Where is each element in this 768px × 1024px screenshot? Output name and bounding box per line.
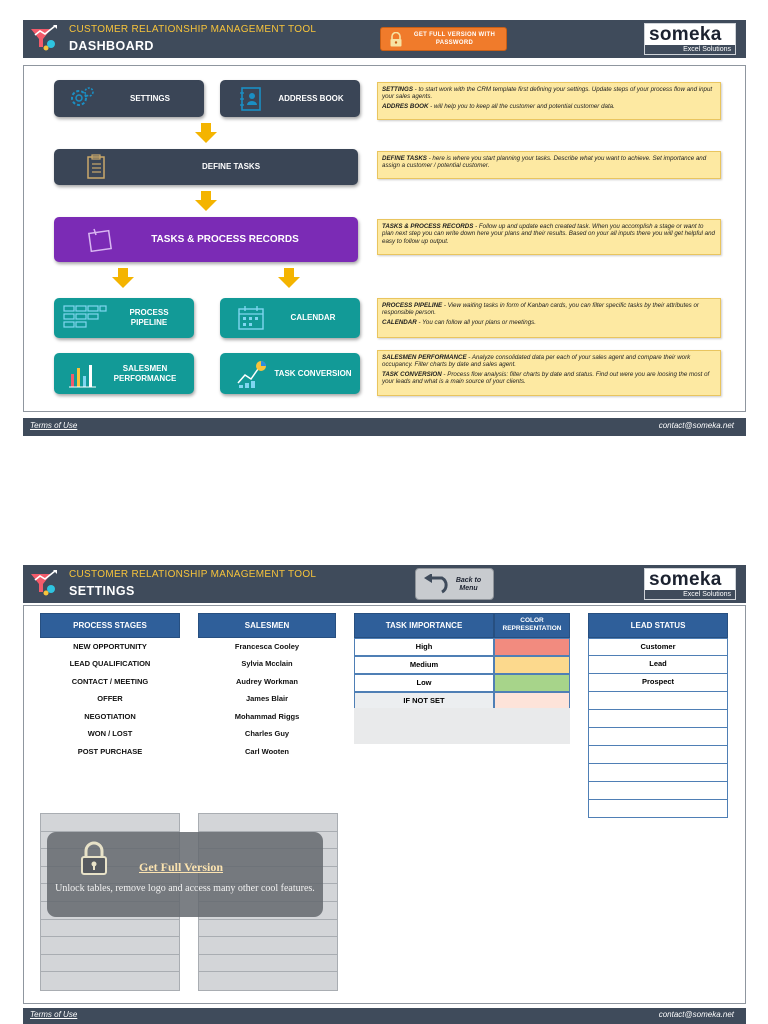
note-text: - View waiting tasks in form of Kanban cards, you can filter specific tasks by their attributes or responsible person. [382,302,699,317]
kanban-board-icon [62,303,108,333]
salesman-item[interactable]: Mohammad Riggs [234,712,300,721]
note-text: - Follow up and update each created task. When you accomplish a stage or want to plan next step you can write down here your plans and their results. Based on your all inputs there you will get helpful and easy to follow up output. [382,223,715,245]
app-title: CUSTOMER RELATIONSHIP MANAGEMENT TOOL [69,569,317,580]
color-representation-header: COLOR REPRESENTATION [494,613,570,638]
task-importance-table [354,638,570,710]
brand-name: someka [649,569,722,590]
task-conversion-tile-label: TASK CONVERSION [274,368,352,378]
importance-color-cell[interactable] [494,638,570,656]
sticky-note-icon [84,226,114,254]
task-importance-header: TASK IMPORTANCE [354,613,494,638]
settings-tile[interactable] [54,80,204,117]
note-title: TASK CONVERSION [382,370,442,378]
salesman-item[interactable]: Charles Guy [244,729,290,738]
importance-row [354,656,570,674]
page-title: SETTINGS [69,584,135,598]
process-pipeline-tile[interactable] [54,298,194,338]
note-title: ADDRES BOOK [382,102,429,110]
tasks-records-note [377,219,721,255]
someka-brand-logo [644,568,736,600]
importance-name[interactable]: High [354,638,494,656]
salesmen-performance-tile-label: SALESMEN PERFORMANCE [113,363,177,383]
note-title: CALENDAR [382,318,417,326]
crm-funnel-logo-icon [29,570,59,596]
task-conversion-tile[interactable] [220,353,360,394]
note-text: - You can follow all your plans or meetings. [416,318,536,326]
calendar-icon [236,304,266,332]
lead-status-item[interactable] [588,728,728,746]
back-to-menu-button[interactable] [415,568,494,600]
unlock-description: Unlock tables, remove logo and access many other cool features. [55,883,315,894]
lead-status-item[interactable] [588,764,728,782]
padlock-icon [79,841,109,876]
calendar-tile[interactable] [220,298,360,338]
terms-of-use-link[interactable]: Terms of Use [30,1010,78,1019]
process-pipeline-tile-label: PROCESS PIPELINE [129,308,169,327]
flow-arrow-down-icon [278,268,300,288]
salesmen-header: SALESMEN [198,613,336,638]
back-to-menu-label: Back to Menu [455,577,482,592]
lead-status-item[interactable] [588,746,728,764]
lead-status-item[interactable]: Prospect [588,674,728,692]
salesman-item[interactable]: Francesca Cooley [234,642,300,651]
settings-tile-label: SETTINGS [129,93,170,103]
importance-color-cell[interactable] [494,656,570,674]
salesmen-performance-tile[interactable] [54,353,194,394]
salesman-item[interactable]: Sylvia Mcclain [241,659,293,668]
tasks-process-records-tile-label: TASKS & PROCESS RECORDS [151,233,299,245]
flow-arrow-down-icon [112,268,134,288]
gears-icon [68,86,96,112]
process-stage-item[interactable]: NEGOTIATION [84,712,136,721]
process-stage-item[interactable]: LEAD QUALIFICATION [69,659,151,668]
crm-funnel-logo-icon [29,25,59,51]
importance-name: IF NOT SET [354,692,494,710]
note-title: SETTINGS [382,86,413,93]
process-stage-item[interactable]: WON / LOST [87,729,133,738]
salesman-item[interactable]: James Blair [245,694,289,703]
process-stage-item[interactable]: POST PURCHASE [77,747,143,756]
flow-arrow-down-icon [195,123,217,143]
note-text: - Analyze consolidated data per each of your sales agent and compare their work occupancy. Filter charts by date and sales agent. [382,354,691,369]
task-list-icon [84,154,108,180]
someka-brand-logo [644,23,736,55]
flow-arrow-down-icon [195,191,217,211]
get-full-version-label: GET FULL VERSION WITH PASSWORD [413,32,496,46]
tasks-process-records-tile[interactable] [54,217,358,262]
process-stage-item[interactable]: NEW OPPORTUNITY [73,642,147,651]
contact-email: contact@someka.net [658,421,734,430]
calendar-tile-label: CALENDAR [290,313,336,322]
get-full-version-overlay[interactable] [47,832,323,917]
importance-row [354,638,570,656]
lead-status-header: LEAD STATUS [588,613,728,638]
importance-color-cell[interactable] [494,674,570,692]
back-arrow-icon [422,574,448,596]
settings-header [23,565,746,603]
define-tasks-note [377,151,721,179]
page-title: DASHBOARD [69,39,154,53]
note-text: - to start work with the CRM template first defining your settings. Update steps of your process flow and input your sales agents. [382,86,713,101]
note-text: - will help you to keep all the customer and potential customer data. [428,102,615,110]
note-title: PROCESS PIPELINE [382,302,443,309]
padlock-icon [389,32,403,47]
brand-tagline: Excel Solutions [645,45,735,54]
process-stage-item[interactable]: OFFER [97,694,123,703]
lead-status-item[interactable] [588,800,728,818]
brand-name: someka [649,24,722,45]
lead-status-item[interactable]: Customer [588,638,728,656]
conversion-chart-icon [236,359,268,389]
importance-empty-area [354,708,570,744]
lead-status-item[interactable] [588,710,728,728]
salesman-item[interactable]: Audrey Workman [236,677,298,686]
process-stages-header: PROCESS STAGES [40,613,180,638]
dashboard-header [23,20,746,58]
brand-tagline: Excel Solutions [645,590,735,599]
pipeline-calendar-note [377,298,721,338]
performance-conversion-note [377,350,721,396]
settings-address-note [377,82,721,120]
lead-status-table [588,638,728,818]
settings-footer [23,1008,746,1024]
contact-email: contact@someka.net [658,1010,734,1019]
lead-status-item[interactable]: Lead [588,656,728,674]
terms-of-use-link[interactable]: Terms of Use [30,421,78,430]
lead-status-item[interactable] [588,782,728,800]
define-tasks-tile[interactable] [54,149,358,185]
app-title: CUSTOMER RELATIONSHIP MANAGEMENT TOOL [69,24,317,35]
dashboard-footer [23,418,746,436]
salesman-item[interactable]: Carl Wooten [244,747,290,756]
get-full-version-link[interactable]: Get Full Version [139,860,224,874]
address-book-icon [238,86,266,112]
bar-chart-icon [68,359,98,389]
note-text: - here is where you start planning your tasks. Describe what you want to achieve. Set importance and assign a customer / potential customer. [382,155,707,170]
importance-row [354,674,570,692]
importance-name[interactable]: Medium [354,656,494,674]
get-full-version-button[interactable] [380,27,507,51]
lead-status-item[interactable] [588,692,728,710]
note-title: DEFINE TASKS [382,155,427,162]
address-book-tile[interactable] [220,80,360,117]
note-text: - Process flow analysis: filter charts by date and status. Find out were you are loosing the most of your leads and what is a main source of your clients. [382,370,710,386]
note-title: TASKS & PROCESS RECORDS [382,223,474,230]
process-stage-item[interactable]: CONTACT / MEETING [71,677,149,686]
address-book-tile-label: ADDRESS BOOK [278,93,344,103]
importance-name[interactable]: Low [354,674,494,692]
define-tasks-tile-label: DEFINE TASKS [201,162,261,171]
note-title: SALESMEN PERFORMANCE [382,354,467,361]
